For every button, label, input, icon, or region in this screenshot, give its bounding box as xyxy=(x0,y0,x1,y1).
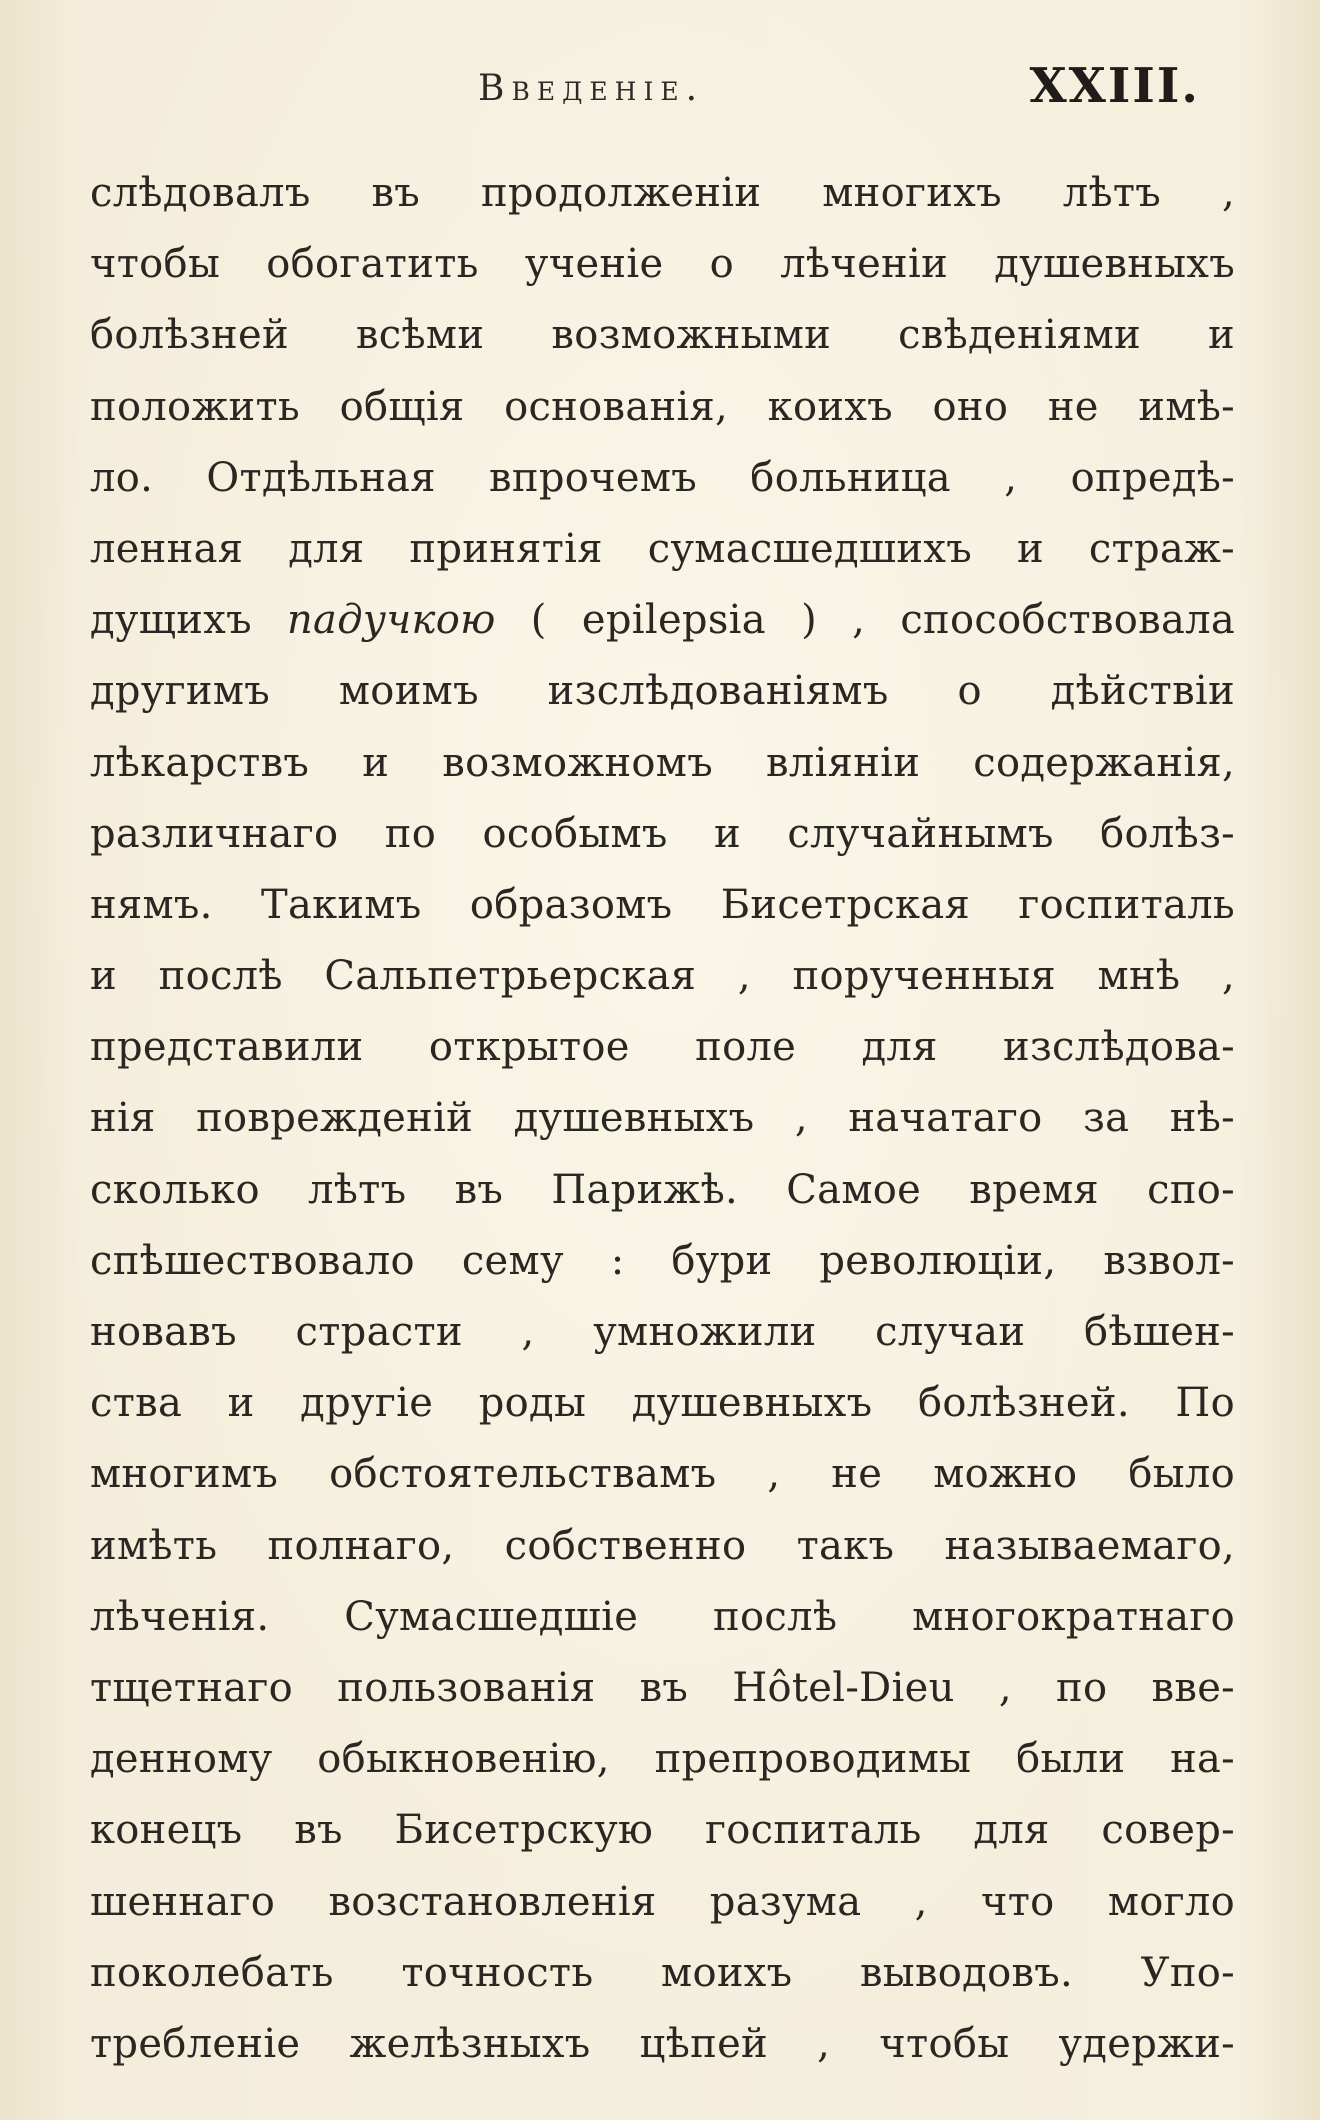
page-header xyxy=(0,58,1320,118)
page-number: XXIII. xyxy=(1029,58,1200,114)
text-line: чтобы обогатить ученіе о лѣченіи душевныхъ xyxy=(90,241,1235,288)
text-line: спѣшествовало сему : бури революціи, взвол- xyxy=(90,1237,1235,1284)
text-line: конецъ въ Бисетрскую госпиталь для совер- xyxy=(90,1807,1235,1854)
text-line: ленная для принятія сумасшедшихъ и страж- xyxy=(90,525,1235,572)
text-line: денному обыкновенію, препроводимы были на- xyxy=(90,1736,1235,1783)
italic-term: падучкою xyxy=(287,597,496,644)
text-line: различнаго по особымъ и случайнымъ болѣз- xyxy=(90,810,1235,857)
text-line: шеннаго возстановленія разума , что могло xyxy=(90,1878,1235,1925)
running-head: Введеніе. xyxy=(478,68,705,109)
text-line: ства и другіе роды душевныхъ болѣзней. По xyxy=(90,1380,1235,1427)
text-line: новавъ страсти , умножили случаи бѣшен- xyxy=(90,1309,1235,1355)
text-line: нія поврежденій душевныхъ , начатаго за нѣ- xyxy=(90,1095,1235,1142)
text-line: другимъ моимъ изслѣдованіямъ о дѣйствіи xyxy=(90,668,1235,715)
text-line: болѣзней всѣми возможными свѣденіями и xyxy=(90,312,1235,359)
text-line: и послѣ Сальпетрьерская , порученныя мнѣ , xyxy=(90,953,1235,1000)
text-line: слѣдовалъ въ продолженіи многихъ лѣтъ , xyxy=(90,170,1235,216)
text-line: представили открытое поле для изслѣдова- xyxy=(90,1024,1235,1071)
text-line: поколебать точность моихъ выводовъ. Упо- xyxy=(90,1949,1235,1996)
text-line: сколько лѣтъ въ Парижѣ. Самое время спо- xyxy=(90,1166,1235,1213)
text-line: нямъ. Такимъ образомъ Бисетрская госпиталь xyxy=(90,881,1235,928)
text-line: тщетнаго пользованія въ Hôtel-Dieu , по вве- xyxy=(90,1664,1235,1711)
text-line: требленіе желѣзныхъ цѣпей , чтобы удержи- xyxy=(90,2020,1235,2067)
text-line: имѣть полнаго, собственно такъ называемаго, xyxy=(90,1522,1235,1569)
text-line: положить общія основанія, коихъ оно не имѣ- xyxy=(90,383,1235,430)
text-line: дущихъ падучкою ( epilepsia ) , способствовала xyxy=(90,597,1235,644)
text-line: многимъ обстоятельствамъ , не можно было xyxy=(90,1451,1235,1498)
text-line: лѣченія. Сумасшедшіе послѣ многократнаго xyxy=(90,1593,1235,1640)
text-line: ло. Отдѣльная впрочемъ больница , опредѣ- xyxy=(90,454,1235,501)
body-text xyxy=(90,158,1235,2080)
text-line: лѣкарствъ и возможномъ вліяніи содержанія, xyxy=(90,739,1235,786)
